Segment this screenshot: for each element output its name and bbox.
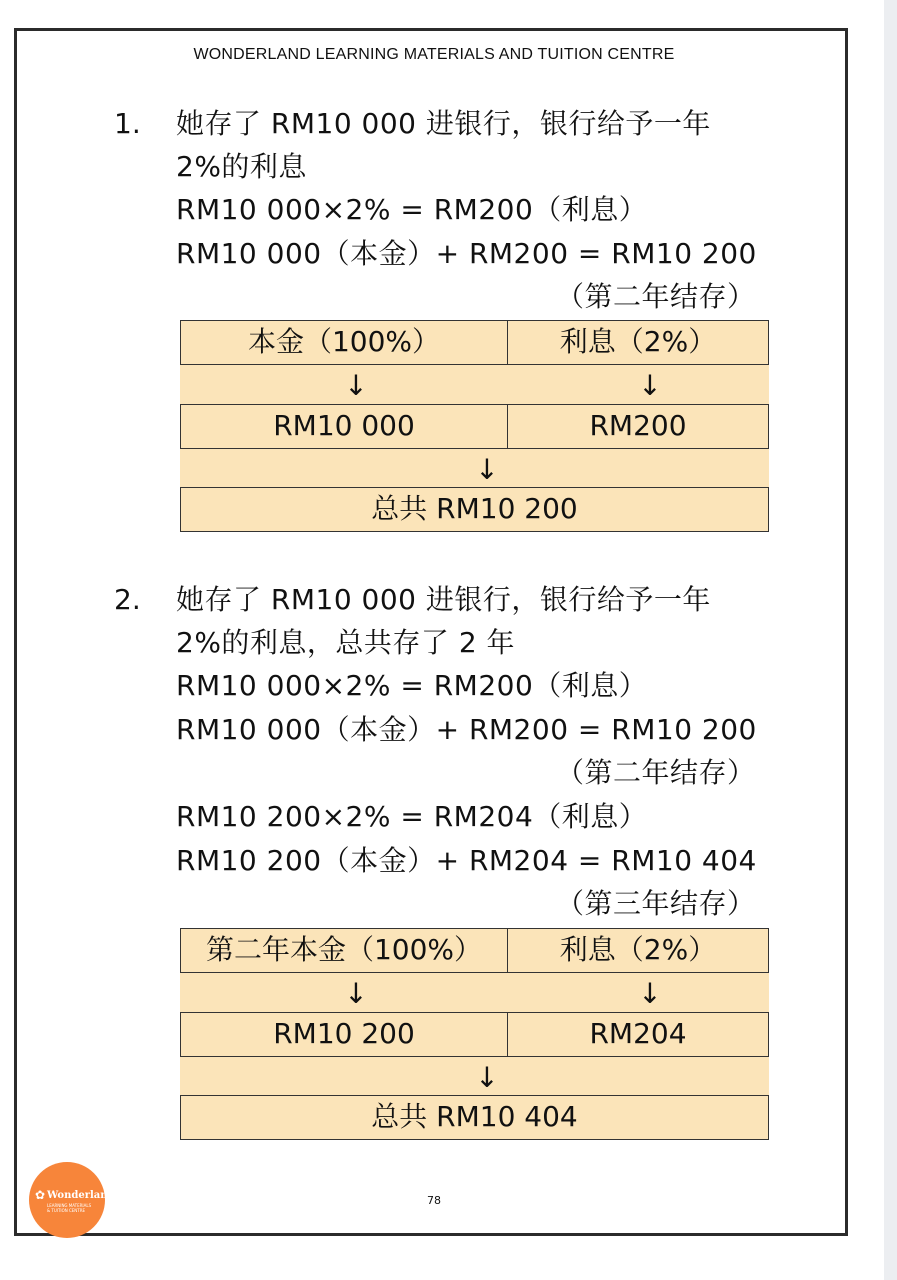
q2-interest-calc-2: RM10 200×2% = RM204（利息） xyxy=(176,800,648,833)
q2-principal-value: RM10 200 xyxy=(180,1012,508,1057)
q1-balance-calc: RM10 000（本金）+ RM200 = RM10 200 xyxy=(176,237,757,270)
q1-balance-note: （第二年结存） xyxy=(556,280,756,313)
q2-balance-note-2: （第三年结存） xyxy=(556,887,756,920)
q2-diagram xyxy=(180,928,769,1140)
q2-arrow-interest: ↓ xyxy=(638,977,662,1010)
q1-interest-calc: RM10 000×2% = RM200（利息） xyxy=(176,193,648,226)
q2-statement-line1: 她存了 RM10 000 进银行，银行给予一年 xyxy=(176,583,711,616)
q2-arrow-total: ↓ xyxy=(475,1061,499,1094)
q1-principal-label: 本金（100%） xyxy=(180,320,508,365)
q2-interest-value: RM204 xyxy=(507,1012,769,1057)
page-header: WONDERLAND LEARNING MATERIALS AND TUITION CENTRE xyxy=(193,46,675,63)
q2-balance-note-1: （第二年结存） xyxy=(556,756,756,789)
q1-statement-line1: 她存了 RM10 000 进银行，银行给予一年 xyxy=(176,107,711,140)
q1-total: 总共 RM10 200 xyxy=(180,487,769,532)
q1-interest-value: RM200 xyxy=(507,404,769,449)
q2-interest-calc-1: RM10 000×2% = RM200（利息） xyxy=(176,669,648,702)
q2-principal-label: 第二年本金（100%） xyxy=(180,928,508,973)
q1-principal-value: RM10 000 xyxy=(180,404,508,449)
logo-subtitle: LEARNING MATERIALS & TUITION CENTRE xyxy=(47,1203,92,1213)
q1-arrow-total: ↓ xyxy=(475,453,499,486)
q1-statement-line2: 2%的利息 xyxy=(176,150,307,183)
question-2-number: 2. xyxy=(114,583,141,616)
q2-balance-calc-2: RM10 200（本金）+ RM204 = RM10 404 xyxy=(176,844,757,877)
question-1-number: 1. xyxy=(114,107,141,140)
q1-interest-label: 利息（2%） xyxy=(507,320,769,365)
logo-title: Wonderland xyxy=(47,1190,115,1201)
q2-arrow-principal: ↓ xyxy=(344,977,368,1010)
page-edge-strip xyxy=(884,0,897,1280)
q2-total: 总共 RM10 404 xyxy=(180,1095,769,1140)
q2-statement-line2: 2%的利息，总共存了 2 年 xyxy=(176,626,516,659)
q1-diagram xyxy=(180,320,769,532)
q1-arrow-interest: ↓ xyxy=(638,369,662,402)
q2-balance-calc-1: RM10 000（本金）+ RM200 = RM10 200 xyxy=(176,713,757,746)
q2-interest-label: 利息（2%） xyxy=(507,928,769,973)
rabbit-icon: ✿ xyxy=(35,1188,46,1202)
page-number: 78 xyxy=(427,1194,441,1207)
q1-arrow-principal: ↓ xyxy=(344,369,368,402)
